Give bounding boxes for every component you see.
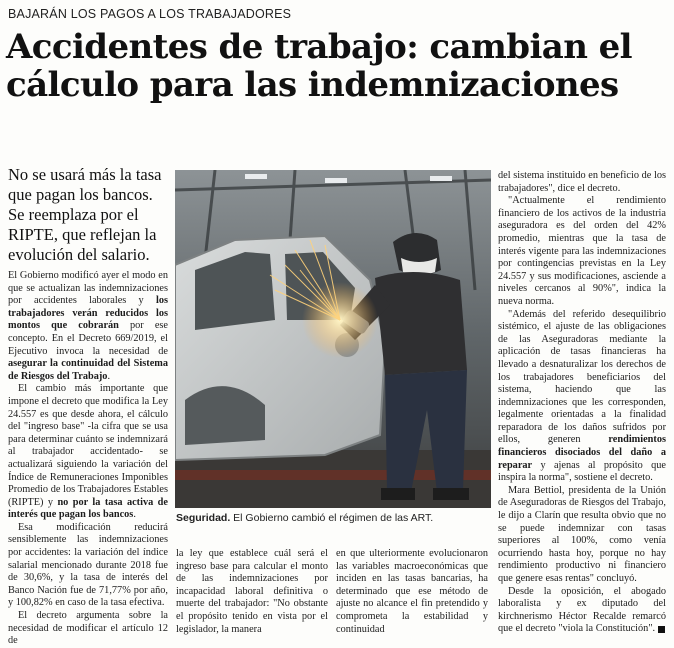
paragraph: El cambio más importante que impone el decreto que modifica la Ley 24.557 es que desde ahora, el cálculo del "ingreso base" -la cifra que se usa para determinar cuánto se indemnizará al trabajador accidentado- se actualizará siguiendo la variación del Índice de Remuneraciones Imponibles Promedio de los Trabajadores Estables (RIPTE) y no por la tasa activa de interés que pagan los bancos.	[8, 383, 168, 521]
paragraph: del sistema instituido en beneficio de los trabajadores", dice el decreto.	[498, 170, 666, 194]
article-column-4	[498, 170, 666, 636]
article-column-2	[176, 548, 328, 636]
paragraph: la ley que establece cuál será el ingreso base para calcular el monto de las indemnizaciones por incapacidad laboral definitiva o muerte del trabajador: "No obstante el propósito tenido en vista por el legislador, la manera	[176, 548, 328, 635]
paragraph: El Gobierno modificó ayer el modo en que se actualizan las indemnizaciones por accidentes laborales y los trabajadores verán reducidos los montos que cobrarán por ese concepto. En el Decreto 669/2019, el Ejecutivo invoca la necesidad de asegurar la continuidad del Sistema de Riesgos del Trabajo.	[8, 270, 168, 382]
paragraph: "Además del referido desequilibrio sistémico, el ajuste de las obligaciones de las Aseguradoras mediante la aplicación de tasas financieras ha llevado a desnaturalizar los derechos de los trabajadores beneficiarios del sistema, haciendo que las indemnizaciones que les corresponden, legalmente orientadas a la finalidad reparadora de los daños sufridos por ellos, generen rendimientos financieros disociados del daño a reparar y ajenas al propósito que inspira la norma", sostiene el decreto.	[498, 308, 666, 484]
article-column-3	[336, 548, 488, 636]
paragraph: en que ulteriormente evolucionaron las variables macroeconómicas que inciden en las tasas bancarias, ha determinado que ese método de ajuste no alcance el fin pretendido y comprometa la estabilidad y continuidad	[336, 548, 488, 635]
paragraph: Mara Bettiol, presidenta de la Unión de Aseguradoras de Riesgos del Trabajo, le dijo a Clarín que resulta obvio que no se puede indemnizar con tasas superiores al 100%, como venía ocurriendo hasta hoy, porque no hay rendimiento productivo ni financiero que genere esas rentas" concluyó.	[498, 484, 666, 584]
article-column-1	[8, 270, 168, 648]
paragraph: "Actualmente el rendimiento financiero de los activos de la industria aseguradora es del orden del 42% promedio, mientras que la tasa de interés vigente para las indemnizaciones por contingencias previstas en la Ley 24.557 y sus modificaciones, asciende a niveles cercanos al 90%", indica la nueva norma.	[498, 195, 666, 307]
photo-caption: Seguridad. El Gobierno cambió el régimen de las ART.	[176, 512, 434, 524]
end-of-article-mark	[658, 626, 665, 633]
headline: Accidentes de trabajo: cambian el cálculo para las indemnizaciones	[6, 27, 632, 105]
paragraph: El decreto argumenta sobre la necesidad de modificar el artículo 12 de	[8, 610, 168, 647]
lead-paragraph: No se usará más la tasa que pagan los bancos. Se reemplaza por el RIPTE, que reflejan la evolución del salario.	[8, 165, 162, 264]
section-kicker: BAJARÁN LOS PAGOS A LOS TRABAJADORES	[8, 7, 292, 21]
paragraph: Esa modificación reducirá sensiblemente las indemnizaciones por accidentes: la variación del índice salarial mencionado durante 2018 fue de 30,6%, y la tasa de interés del Banco Nación fue de 71,77% por año, y 100,82% en caso de la tasa efectiva.	[8, 521, 168, 609]
paragraph: Desde la oposición, el abogado laboralista y ex diputado del kirchnerismo Héctor Recalde remarcó que el decreto "viola la Constitución".	[498, 585, 666, 635]
news-photo	[175, 170, 491, 508]
